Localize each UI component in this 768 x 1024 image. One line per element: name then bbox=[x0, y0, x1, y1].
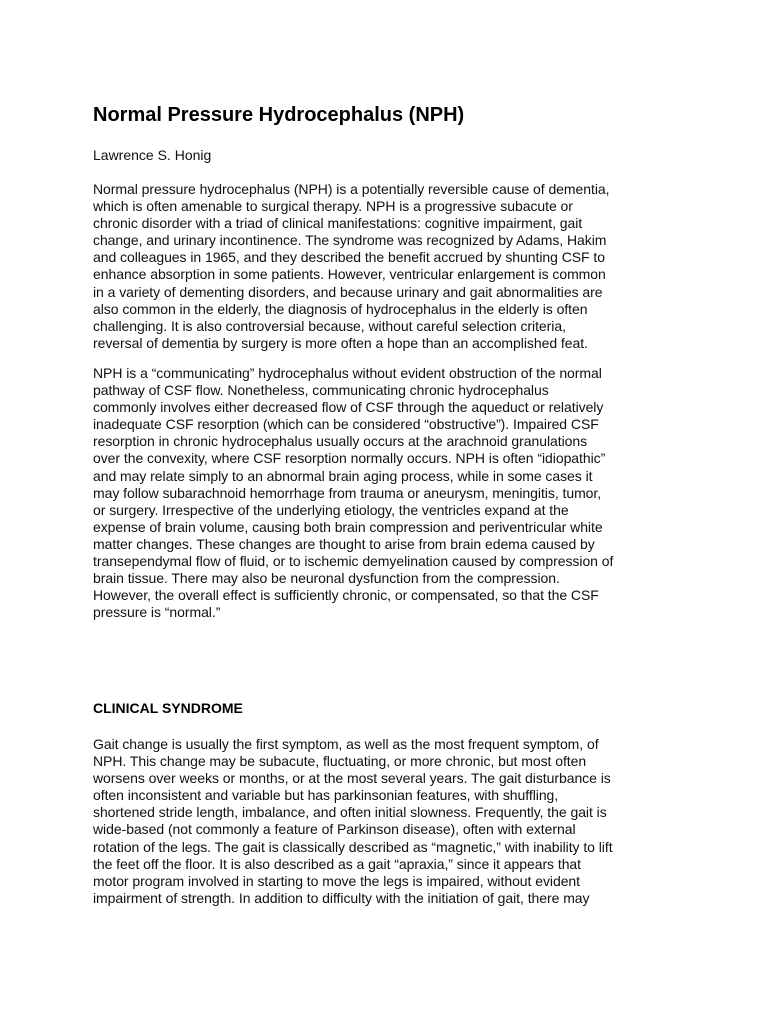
paragraph-line: may follow subarachnoid hemorrhage from trauma or aneurysm, meningitis, tumor, bbox=[93, 484, 602, 501]
intro-paragraph bbox=[93, 181, 609, 352]
communicating-paragraph bbox=[93, 365, 613, 621]
paragraph-line: in a variety of dementing disorders, and because urinary and gait abnormalities are bbox=[93, 283, 603, 300]
paragraph-line: enhance absorption in some patients. However, ventricular enlargement is common bbox=[93, 266, 606, 283]
paragraph-line: rotation of the legs. The gait is classically described as “magnetic,” with inability to lift bbox=[93, 838, 613, 855]
paragraph-line: or surgery. Irrespective of the underlying etiology, the ventricles expand at the bbox=[93, 501, 569, 518]
paragraph-line: challenging. It is also controversial because, without careful selection criteria, bbox=[93, 317, 566, 334]
paragraph-line: However, the overall effect is sufficiently chronic, or compensated, so that the CSF bbox=[93, 587, 599, 604]
clinical-syndrome-paragraph bbox=[93, 736, 613, 907]
paragraph-line: brain tissue. There may also be neuronal dysfunction from the compression. bbox=[93, 570, 560, 587]
paragraph-line: pathway of CSF flow. Nonetheless, communicating chronic hydrocephalus bbox=[93, 382, 549, 399]
paragraph-line: change, and urinary incontinence. The syndrome was recognized by Adams, Hakim bbox=[93, 232, 607, 249]
paragraph-line: commonly involves either decreased flow of CSF through the aqueduct or relatively bbox=[93, 399, 604, 416]
paragraph-line: chronic disorder with a triad of clinical manifestations: cognitive impairment, gait bbox=[93, 215, 583, 232]
paragraph-line: Normal pressure hydrocephalus (NPH) is a potentially reversible cause of dementia, bbox=[93, 181, 610, 197]
paragraph-line: inadequate CSF resorption (which can be considered “obstructive”). Impaired CSF bbox=[93, 416, 599, 433]
paragraph-line: often inconsistent and variable but has parkinsonian features, with shuffling, bbox=[93, 787, 559, 804]
paragraph-line: over the convexity, where CSF resorption normally occurs. NPH is often “idiopathic” bbox=[93, 450, 606, 467]
paragraph-line: expense of brain volume, causing both brain compression and periventricular white bbox=[93, 518, 603, 535]
document-title: Normal Pressure Hydrocephalus (NPH) bbox=[93, 104, 465, 126]
paragraph-line: motor program involved in starting to move the legs is impaired, without evident bbox=[93, 872, 581, 889]
paragraph-line: pressure is “normal.” bbox=[93, 604, 221, 621]
paragraph-line: NPH is a “communicating” hydrocephalus without evident obstruction of the normal bbox=[93, 365, 602, 381]
paragraph-line: matter changes. These changes are thought to arise from brain edema caused by bbox=[93, 535, 595, 552]
paragraph-line: shortened stride length, imbalance, and often initial slowness. Frequently, the gait is bbox=[93, 804, 607, 821]
paragraph-line: and may relate simply to an abnormal brain aging process, while in some cases it bbox=[93, 467, 593, 484]
paragraph-line: reversal of dementia by surgery is more often a hope than an accomplished feat. bbox=[93, 334, 588, 351]
paragraph-line: worsens over weeks or months, or at the most several years. The gait disturbance is bbox=[93, 770, 611, 787]
paragraph-line: the feet off the floor. It is also described as a gait “apraxia,” since it appears that bbox=[93, 855, 582, 872]
paragraph-line: transependymal flow of fluid, or to ischemic demyelination caused by compression of bbox=[93, 553, 614, 570]
paragraph-line: also common in the elderly, the diagnosis of hydrocephalus in the elderly is often bbox=[93, 300, 588, 317]
paragraph-line: resorption in chronic hydrocephalus usually occurs at the arachnoid granulations bbox=[93, 433, 588, 450]
paragraph-line: wide-based (not commonly a feature of Parkinson disease), often with external bbox=[93, 821, 576, 838]
paragraph-line: Gait change is usually the first symptom, as well as the most frequent symptom, of bbox=[93, 736, 599, 752]
author-name: Lawrence S. Honig bbox=[93, 147, 212, 163]
paragraph-line: and colleagues in 1965, and they described the benefit accrued by shunting CSF to bbox=[93, 249, 605, 266]
section-heading: CLINICAL SYNDROME bbox=[93, 700, 243, 716]
paragraph-line: which is often amenable to surgical therapy. NPH is a progressive subacute or bbox=[93, 198, 573, 215]
paragraph-line: NPH. This change may be subacute, fluctuating, or more chronic, but most often bbox=[93, 753, 587, 770]
paragraph-line: impairment of strength. In addition to difficulty with the initiation of gait, there may bbox=[93, 889, 590, 906]
